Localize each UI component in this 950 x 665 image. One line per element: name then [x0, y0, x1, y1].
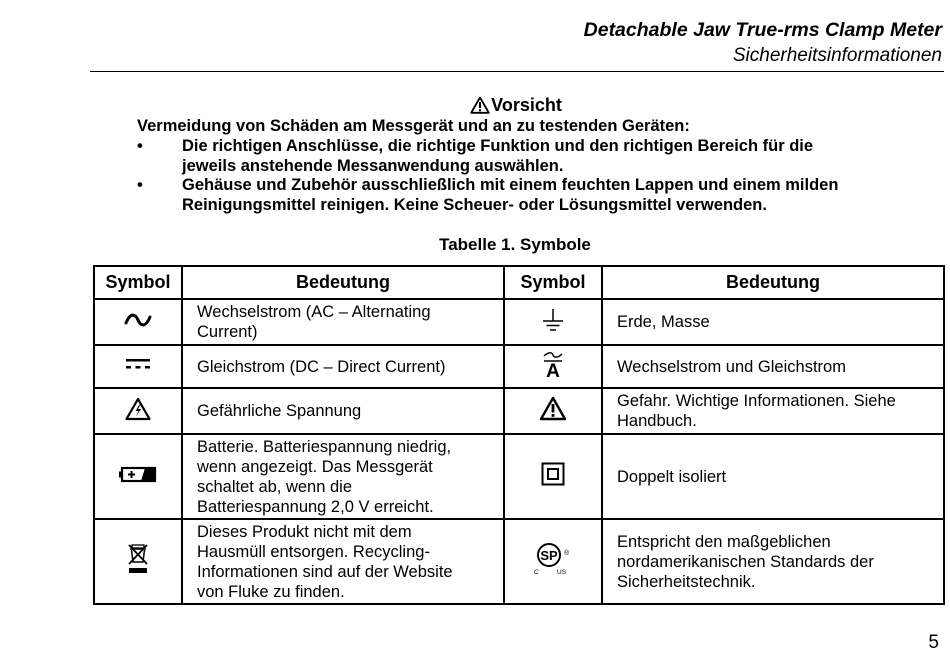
symbol-cell [94, 388, 182, 434]
meaning-cell [182, 345, 504, 388]
symbol-cell [504, 299, 602, 345]
csa-mark-icon [533, 542, 573, 576]
section-subtitle: Sicherheitsinformationen [732, 45, 942, 66]
meaning-cell [182, 434, 504, 519]
symbols-table [93, 265, 945, 605]
meaning-line: von Fluke zu finden. [197, 582, 345, 601]
meaning-line: Gefahr. Wichtige Informationen. Siehe [617, 392, 896, 410]
meaning-line: Informationen sind auf der Website [197, 562, 453, 581]
warning-icon [539, 396, 567, 421]
bullet-dot: • [137, 176, 143, 194]
warning-triangle-icon [470, 96, 490, 114]
meaning-line: Wechselstrom und Gleichstrom [617, 357, 846, 376]
battery-icon [119, 465, 157, 483]
symbol-cell [94, 299, 182, 345]
dc-icon [124, 357, 152, 371]
caution-heading-text: Vorsicht [491, 95, 562, 115]
bullet-dot: • [137, 137, 143, 155]
meaning-line: Dieses Produkt nicht mit dem [197, 522, 412, 541]
meaning-line: Gleichstrom (DC – Direct Current) [197, 357, 446, 376]
ac-dc-current-icon [541, 352, 565, 381]
meaning-cell [182, 388, 504, 434]
bullet-item [137, 175, 927, 215]
meaning-line: Gefährliche Spannung [197, 402, 362, 420]
meaning-line: Hausmüll entsorgen. Recycling- [197, 542, 430, 561]
symbol-cell [504, 434, 602, 519]
symbol-cell [504, 519, 602, 604]
meaning-line: nordamerikanischen Standards der [617, 552, 874, 571]
table-row [94, 519, 944, 604]
meaning-cell [602, 519, 944, 604]
table-title: Tabelle 1. Symbole [439, 235, 591, 254]
caution-heading [0, 95, 950, 116]
bullet-line: jeweils anstehende Messanwendung auswählen. [182, 157, 564, 175]
meaning-line: Batterie. Batteriespannung niedrig, [197, 437, 452, 456]
symbol-cell [94, 434, 182, 519]
column-header-symbol: Symbol [504, 266, 602, 299]
csa-reg-text: ® [564, 550, 570, 557]
hazardous-voltage-icon [125, 397, 151, 421]
meaning-line: Batteriespannung 2,0 V erreicht. [197, 497, 434, 516]
weee-crossed-bin-icon [126, 543, 150, 575]
csa-us-text: US [557, 569, 567, 576]
meaning-cell [182, 519, 504, 604]
page-number: 5 [928, 632, 939, 653]
meaning-line: Wechselstrom (AC – Alternating [197, 303, 431, 321]
meaning-line: Doppelt isoliert [617, 467, 727, 486]
bullet-line: Reinigungsmittel reinigen. Keine Scheuer- oder Lösungsmittel verwenden. [182, 196, 767, 214]
column-header-meaning: Bedeutung [602, 266, 944, 299]
bullet-line: Die richtigen Anschlüsse, die richtige Funktion und den richtigen Bereich für die [182, 137, 814, 155]
table-row [94, 434, 944, 519]
symbol-cell [94, 519, 182, 604]
meaning-line: Entspricht den maßgeblichen [617, 532, 831, 551]
meaning-line: Erde, Masse [617, 313, 710, 331]
symbol-cell [94, 345, 182, 388]
meaning-cell [602, 388, 944, 434]
meaning-line: Current) [197, 323, 258, 341]
column-header-meaning: Bedeutung [182, 266, 504, 299]
table-row [94, 345, 944, 388]
caution-lead: Vermeidung von Schäden am Messgerät und an zu testenden Geräten: [137, 117, 690, 135]
meaning-cell [602, 299, 944, 345]
table-header-row [94, 266, 944, 299]
meaning-cell [602, 345, 944, 388]
meaning-line: schaltet ab, wenn die [197, 477, 353, 496]
bullet-item [137, 136, 927, 176]
ac-dc-letter: A [546, 360, 560, 382]
csa-center-text: SP [540, 548, 558, 563]
meaning-line: wenn angezeigt. Das Messgerät [197, 457, 433, 476]
column-header-symbol: Symbol [94, 266, 182, 299]
document-title: Detachable Jaw True-rms Clamp Meter [583, 19, 942, 41]
ground-icon [541, 308, 565, 332]
meaning-cell [602, 434, 944, 519]
symbol-cell [504, 388, 602, 434]
table-row [94, 299, 944, 345]
header-rule [90, 71, 944, 72]
meaning-line: Sicherheitstechnik. [617, 572, 756, 591]
double-insulated-icon [541, 462, 565, 486]
ac-icon [123, 312, 153, 328]
csa-c-text: C [534, 569, 539, 576]
meaning-line: Handbuch. [617, 412, 697, 430]
table-row [94, 388, 944, 434]
meaning-cell [182, 299, 504, 345]
bullet-line: Gehäuse und Zubehör ausschließlich mit einem feuchten Lappen und einem milden [182, 176, 839, 194]
symbol-cell [504, 345, 602, 388]
